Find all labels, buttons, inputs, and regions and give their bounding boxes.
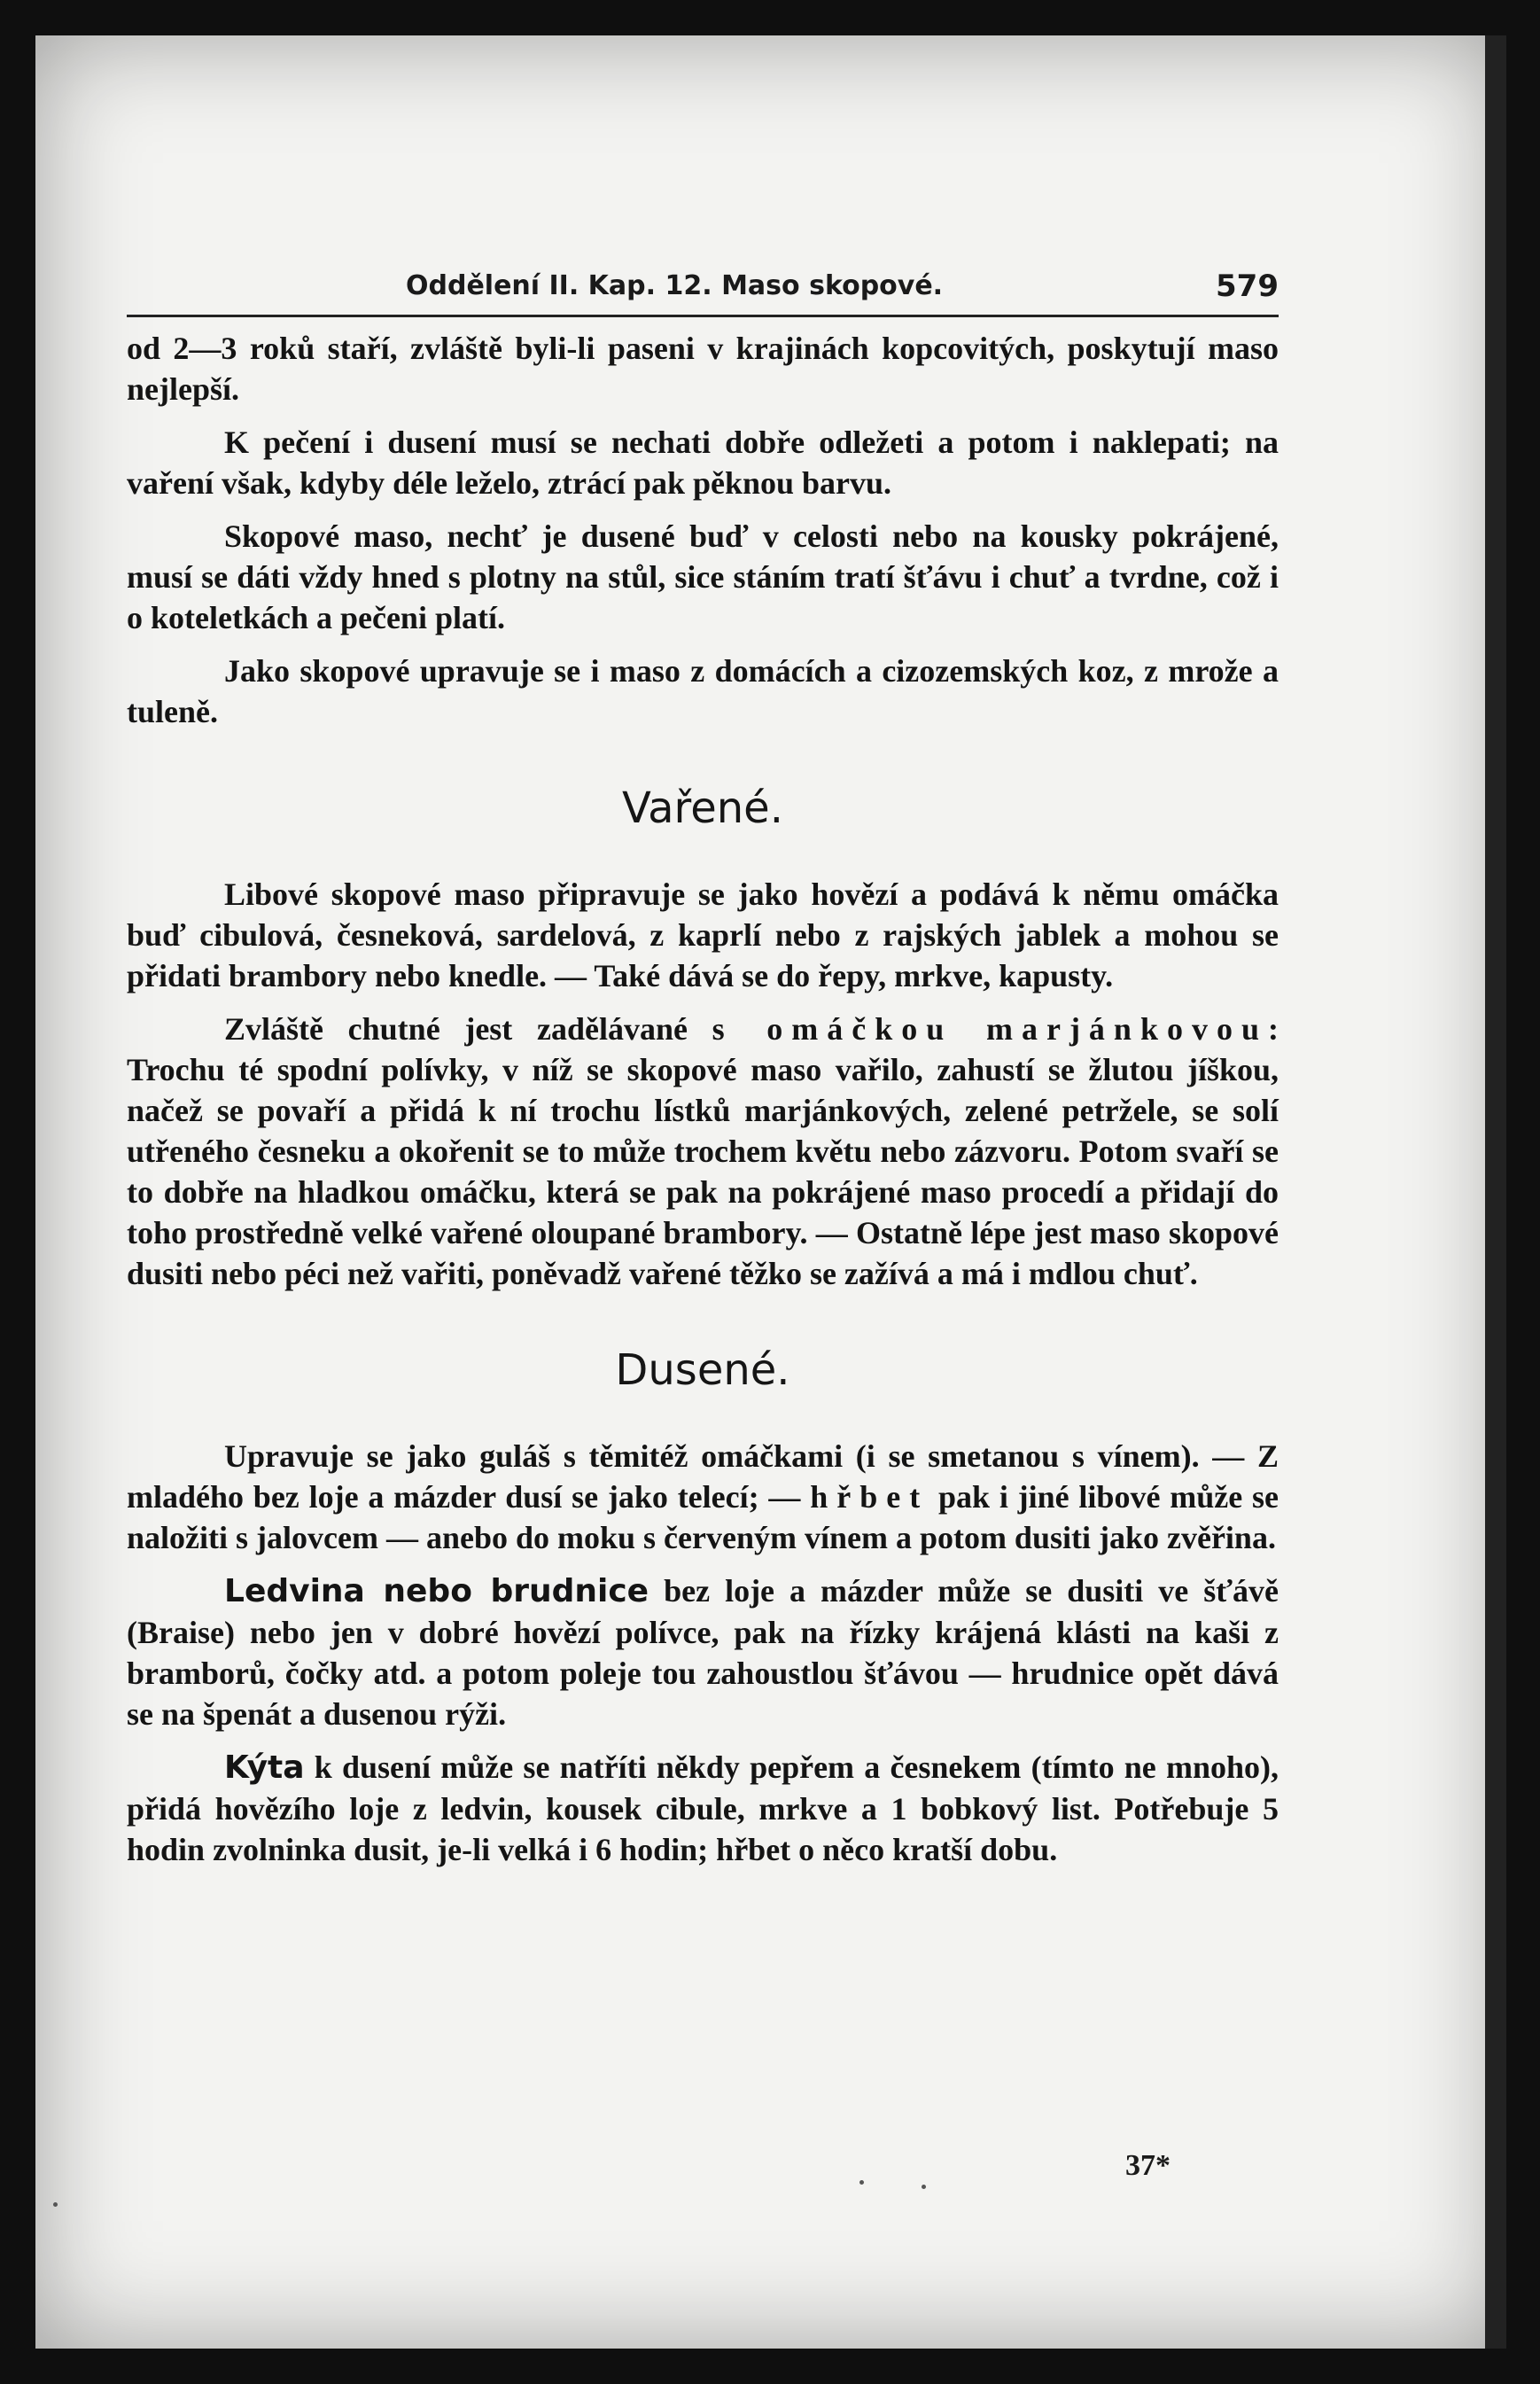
paragraph (127, 1436, 1279, 1558)
paragraph: od 2—3 roků staří, zvláště byli-li paseni v krajinách kopcovitých, poskytují maso nejlepší. (127, 331, 1279, 407)
print-speck (859, 2180, 864, 2185)
spaced-term: s omáčkou marjánkovou (712, 1011, 1268, 1047)
page-edge-shadow (1485, 35, 1506, 2349)
paragraph: Skopové maso, nechť je dusené buď v celosti nebo na kousky pokrájené, musí se dáti vždy hned s plotny na stůl, sice stáním tratí šťávu i chuť a tvrdne, což i o koteletkách a pečeni platí. (127, 518, 1279, 635)
paragraph (127, 1009, 1279, 1294)
paragraph-rest: k dusení může se natříti někdy pepřem a česnekem (tímto ne mnoho), přidá hovězího loje z ledvin, kousek cibule, mrkve a 1 bobkový list. Potřebuje 5 hodin zvolninka dusit, je-li velká i 6 hodin; hřbet o něco kratší dobu. (127, 1749, 1279, 1867)
spaced-term: hřbet (810, 1479, 929, 1515)
paragraph: Libové skopové maso připravuje se jako hovězí a podává k němu omáčka buď cibulová, česneková, sardelová, z kaprlí nebo z rajských jablek a mohou se přidati brambory nebo knedle. — Také dává se do řepy, mrkve, kapusty. (127, 876, 1279, 993)
paragraph: K pečení i dusení musí se nechati dobře odležeti a potom i naklepati; na vaření však, kdyby déle leželo, ztrácí pak pěknou barvu. (127, 425, 1279, 501)
paragraph-lead: Upravuje se jako guláš s těmitéž omáčkami (i se smetanou s vínem). — Z mladého bez loje a mázder dusí se jako telecí; — (127, 1438, 1279, 1515)
signature-mark: 37* (1125, 2149, 1171, 2182)
running-title: Oddělení II. Kap. 12. Maso skopové. (406, 270, 944, 301)
section-heading-dusene: Dusené. (615, 1345, 790, 1395)
paragraph (127, 1747, 1279, 1870)
book-page (35, 35, 1506, 2349)
bold-term: Ledvina nebo brudnice (224, 1573, 649, 1609)
paragraph-rest: : Trochu té spodní polívky, v níž se skopové maso vařilo, zahustí se žlutou jíškou, načež se povaří a přidá k ní trochu lístků marjánkových, zelené petržele, se solí utřeného česneku a okořenit se to může trochem květu nebo zázvoru. Potom svaří se to dobře na hladkou omáčku, která se pak na pokrájené maso procedí a přidají do toho prostředně velké vařené oloupané brambory. — Ostatně lépe jest maso skopové dusiti nebo péci než vařiti, poněvadž vařené těžko se zažívá a má i mdlou chuť. (127, 1011, 1279, 1291)
print-speck (922, 2185, 926, 2189)
paragraph: Jako skopové upravuje se i maso z domácích a cizozemských koz, z mrože a tuleně. (127, 653, 1279, 729)
page-header (127, 261, 1279, 317)
paragraph-rest: bez loje a mázder může se dusiti ve šťávě (Braise) nebo jen v dobré hovězí polívce, pak na řízky krájená klásti na kaši z bramborů, čočky atd. a potom poleje tou zahoustlou šťávou — hrudnice opět dává se na špenát a dusenou rýži. (127, 1573, 1279, 1732)
page-body (127, 328, 1279, 1882)
print-speck (53, 2202, 58, 2207)
paragraph-rest: pak i jiné libové může se naložiti s jalovcem — anebo do moku s červeným vínem a potom dusiti jako zvěřina. (127, 1479, 1279, 1555)
bold-term: Kýta (224, 1749, 305, 1786)
paragraph (127, 1570, 1279, 1734)
paragraph-lead: Zvláště chutné jest zadělávané (224, 1011, 712, 1047)
page-number: 579 (1216, 269, 1279, 304)
section-heading-varene: Vařené. (622, 783, 783, 833)
